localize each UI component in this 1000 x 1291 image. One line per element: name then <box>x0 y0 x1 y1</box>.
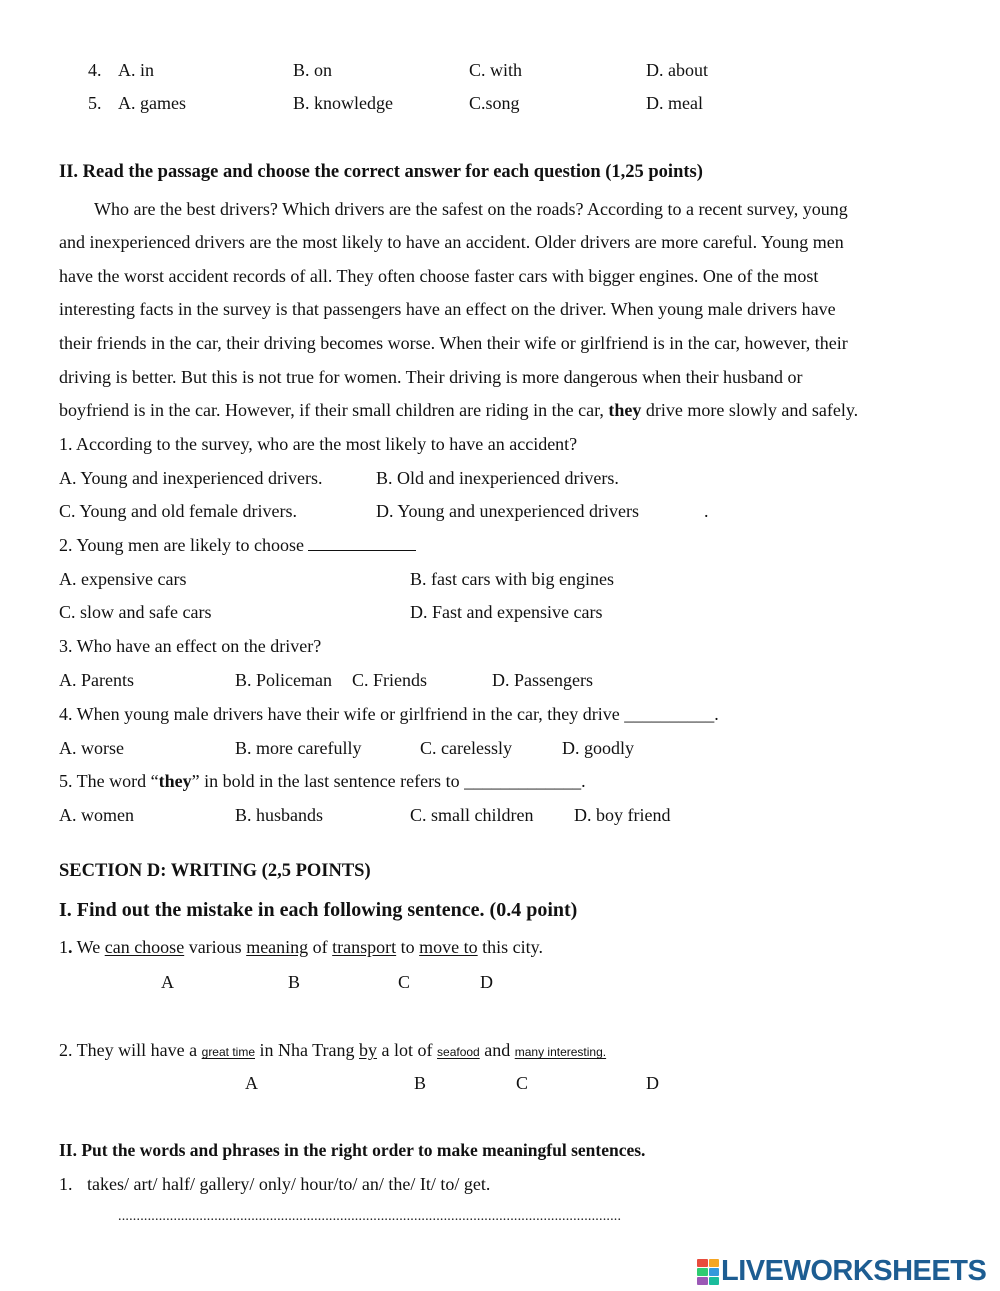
option-b[interactable]: B. knowledge <box>293 93 393 113</box>
q3-option-c[interactable]: C. Friends <box>352 670 428 690</box>
sentence-text: this city. <box>477 937 544 957</box>
sentence-number: 1 <box>59 937 68 957</box>
sentence-dot: . <box>68 937 73 957</box>
answer-line[interactable]: ........................................................................................................................................ <box>118 1209 622 1224</box>
q5-option-a[interactable]: A. women <box>59 805 134 825</box>
bold-word-they: they <box>608 400 642 420</box>
q4-option-d[interactable]: D. goodly <box>562 738 634 758</box>
underlined-part-b[interactable]: meaning <box>246 937 309 957</box>
option-d[interactable]: D. about <box>646 60 708 80</box>
q4-option-a[interactable]: A. worse <box>59 738 124 758</box>
option-d[interactable]: D. meal <box>646 93 703 113</box>
underlined-part-a[interactable]: can choose <box>104 937 185 957</box>
question-3: 3. Who have an effect on the driver? <box>59 636 322 656</box>
underlined-part-d[interactable]: many interesting. <box>514 1045 607 1059</box>
q3-option-d[interactable]: D. Passengers <box>492 670 593 690</box>
q2-option-b[interactable]: B. fast cars with big engines <box>410 569 614 589</box>
sentence-text: a lot of <box>377 1040 438 1060</box>
question-1: 1. According to the survey, who are the most likely to have an accident? <box>59 434 578 454</box>
mistake-sentence-2 <box>59 1041 606 1059</box>
q1-option-b[interactable]: B. Old and inexperienced drivers. <box>376 468 619 488</box>
label-b: B <box>288 972 301 992</box>
passage-line-last <box>59 401 858 419</box>
liveworksheets-logo-icon <box>697 1259 719 1285</box>
question-5 <box>59 772 586 790</box>
q-number: 5. <box>88 93 102 113</box>
label-a: A <box>161 972 174 992</box>
liveworksheets-watermark <box>697 1255 986 1288</box>
sentence-text: 2. They will have a <box>59 1040 202 1060</box>
q4-option-b[interactable]: B. more carefully <box>235 738 362 758</box>
underlined-part-d[interactable]: move to <box>419 937 478 957</box>
part1-heading: I. Find out the mistake in each following sentence. (0.4 point) <box>59 899 578 921</box>
answer-blank[interactable] <box>308 536 416 551</box>
q2-option-d[interactable]: D. Fast and expensive cars <box>410 602 603 622</box>
q1-option-d-tail: . <box>704 501 709 521</box>
sentence-text: of <box>308 937 333 957</box>
underlined-part-b[interactable]: by <box>359 1040 378 1060</box>
option-b[interactable]: B. on <box>293 60 333 80</box>
passage-line: Who are the best drivers? Which drivers are the safest on the roads? According to a recent survey, young <box>94 199 848 219</box>
question-text: 5. The word “ <box>59 771 159 791</box>
sentence-text: to <box>396 937 420 957</box>
underlined-part-c[interactable]: seafood <box>437 1045 480 1059</box>
sentence-text: in Nha Trang <box>255 1040 360 1060</box>
reading-heading: II. Read the passage and choose the correct answer for each question (1,25 points) <box>59 162 703 182</box>
sentence-text: and <box>479 1040 515 1060</box>
item-words: takes/ art/ half/ gallery/ only/ hour/to/ an/ the/ It/ to/ get. <box>87 1174 491 1194</box>
option-a[interactable]: A. in <box>118 60 154 80</box>
part2-heading: II. Put the words and phrases in the right order to make meaningful sentences. <box>59 1140 646 1160</box>
question-4: 4. When young male drivers have their wife or girlfriend in the car, they drive __________. <box>59 704 719 724</box>
q1-option-a[interactable]: A. Young and inexperienced drivers. <box>59 468 323 488</box>
passage-line: their friends in the car, their driving becomes worse. When their wife or girlfriend is in the car, however, their <box>59 333 848 353</box>
q3-option-a[interactable]: A. Parents <box>59 670 134 690</box>
brand-text: LIVEWORKSHEETS <box>721 1255 987 1287</box>
option-a[interactable]: A. games <box>118 93 186 113</box>
label-c: C <box>398 972 411 992</box>
q5-option-c[interactable]: C. small children <box>410 805 534 825</box>
label-c: C <box>516 1073 529 1093</box>
question-text: 2. Young men are likely to choose <box>59 535 304 555</box>
bold-word: they <box>158 771 192 791</box>
passage-text: boyfriend is in the car. However, if their small children are riding in the car, <box>59 400 604 420</box>
underlined-part-a[interactable]: great time <box>201 1045 255 1059</box>
q2-option-a[interactable]: A. expensive cars <box>59 569 187 589</box>
passage-line: have the worst accident records of all. They often choose faster cars with bigger engines. One of the most <box>59 266 819 286</box>
q1-option-d[interactable]: D. Young and unexperienced drivers <box>376 501 639 521</box>
q3-option-b[interactable]: B. Policeman <box>235 670 332 690</box>
label-a: A <box>245 1073 258 1093</box>
order-item-1 <box>59 1175 490 1193</box>
q-number: 4. <box>88 60 102 80</box>
passage-line: and inexperienced drivers are the most likely to have an accident. Older drivers are more careful. Young men <box>59 232 844 252</box>
question-text: ” in bold in the last sentence refers to _____________. <box>191 771 586 791</box>
q2-option-c[interactable]: C. slow and safe cars <box>59 602 212 622</box>
mistake-sentence-1 <box>59 938 543 956</box>
sentence-text: various <box>184 937 247 957</box>
q5-option-d[interactable]: D. boy friend <box>574 805 671 825</box>
passage-text: drive more slowly and safely. <box>645 400 859 420</box>
question-2 <box>59 536 416 554</box>
underlined-part-c[interactable]: transport <box>332 937 397 957</box>
passage-line: interesting facts in the survey is that passengers have an effect on the driver. When young male drivers have <box>59 299 836 319</box>
q5-option-b[interactable]: B. husbands <box>235 805 324 825</box>
passage-line: driving is better. But this is not true for women. Their driving is more dangerous when their husband or <box>59 367 803 387</box>
label-d: D <box>646 1073 659 1093</box>
option-c[interactable]: C.song <box>469 93 520 113</box>
q4-option-c[interactable]: C. carelessly <box>420 738 512 758</box>
sentence-text: We <box>72 937 105 957</box>
option-c[interactable]: C. with <box>469 60 523 80</box>
label-b: B <box>414 1073 427 1093</box>
section-d-heading: SECTION D: WRITING (2,5 POINTS) <box>59 861 371 881</box>
q1-option-c[interactable]: C. Young and old female drivers. <box>59 501 297 521</box>
item-number: 1. <box>59 1174 73 1194</box>
label-d: D <box>480 972 493 992</box>
